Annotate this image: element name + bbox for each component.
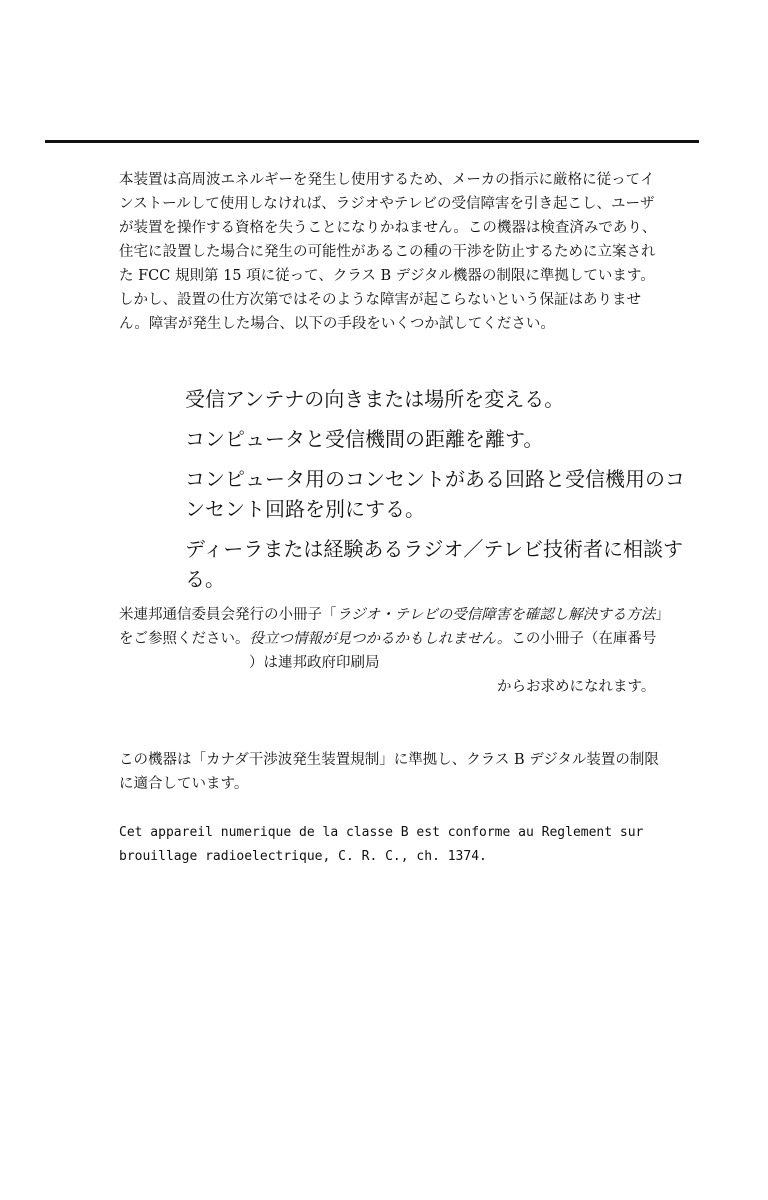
list-item: コンピュータ用のコンセントがある回路と受信機用のコンセント回路を別にする。 xyxy=(185,467,685,521)
list-item: 受信アンテナの向きまたは場所を変える。 xyxy=(185,387,565,411)
french-notice-paragraph: Cet appareil numerique de la classe B est conforme au Reglement sur brouillage radioelectrique, C. R. C., ch. 1374. xyxy=(119,825,644,864)
booklet-text: この小冊子（在庫番号 xyxy=(511,631,657,647)
list-item: コンピュータと受信機間の距離を離す。 xyxy=(185,427,544,451)
canada-notice-paragraph: この機器は「カナダ干渉波発生装置規制」に準拠し、クラス B デジタル装置の制限に適合しています。 xyxy=(119,752,659,792)
remedy-list xyxy=(185,384,700,604)
fcc-notice-paragraph: 本装置は高周波エネルギーを発生し使用するため、メーカの指示に厳格に従ってインストールして使用しなければ、ラジオやテレビの受信障害を引き起こし、ユーザが装置を操作する資格を失うことになりかねません。この機器は検査済みであり、住宅に設置した場合に発生の可能性があるこの種の干渉を防止するために立案された FCC 規則第 15 項に従って、クラス B デジタル機器の制限に準拠しています。しかし、設置の仕方次第ではそのような障害が起こらないという保証はありません。障害が発生した場合、以下の手段をいくつか試してください。 xyxy=(119,172,657,332)
booklet-text: 」をご参照ください。 xyxy=(119,607,663,647)
booklet-note: 役立つ情報が見つかるかもしれません。 xyxy=(249,631,512,647)
booklet-title: ラジオ・テレビの受信障害を確認し解決する方法 xyxy=(336,607,656,623)
header-rule xyxy=(45,140,699,143)
booklet-text: からお求めになれます。 xyxy=(497,679,656,695)
booklet-text: 米連邦通信委員会発行の小冊子「 xyxy=(119,607,337,623)
list-item: ディーラまたは経験あるラジオ／テレビ技術者に相談する。 xyxy=(185,537,683,591)
booklet-paragraph xyxy=(119,603,664,699)
booklet-text: ）は連邦政府印刷局 xyxy=(249,655,380,671)
